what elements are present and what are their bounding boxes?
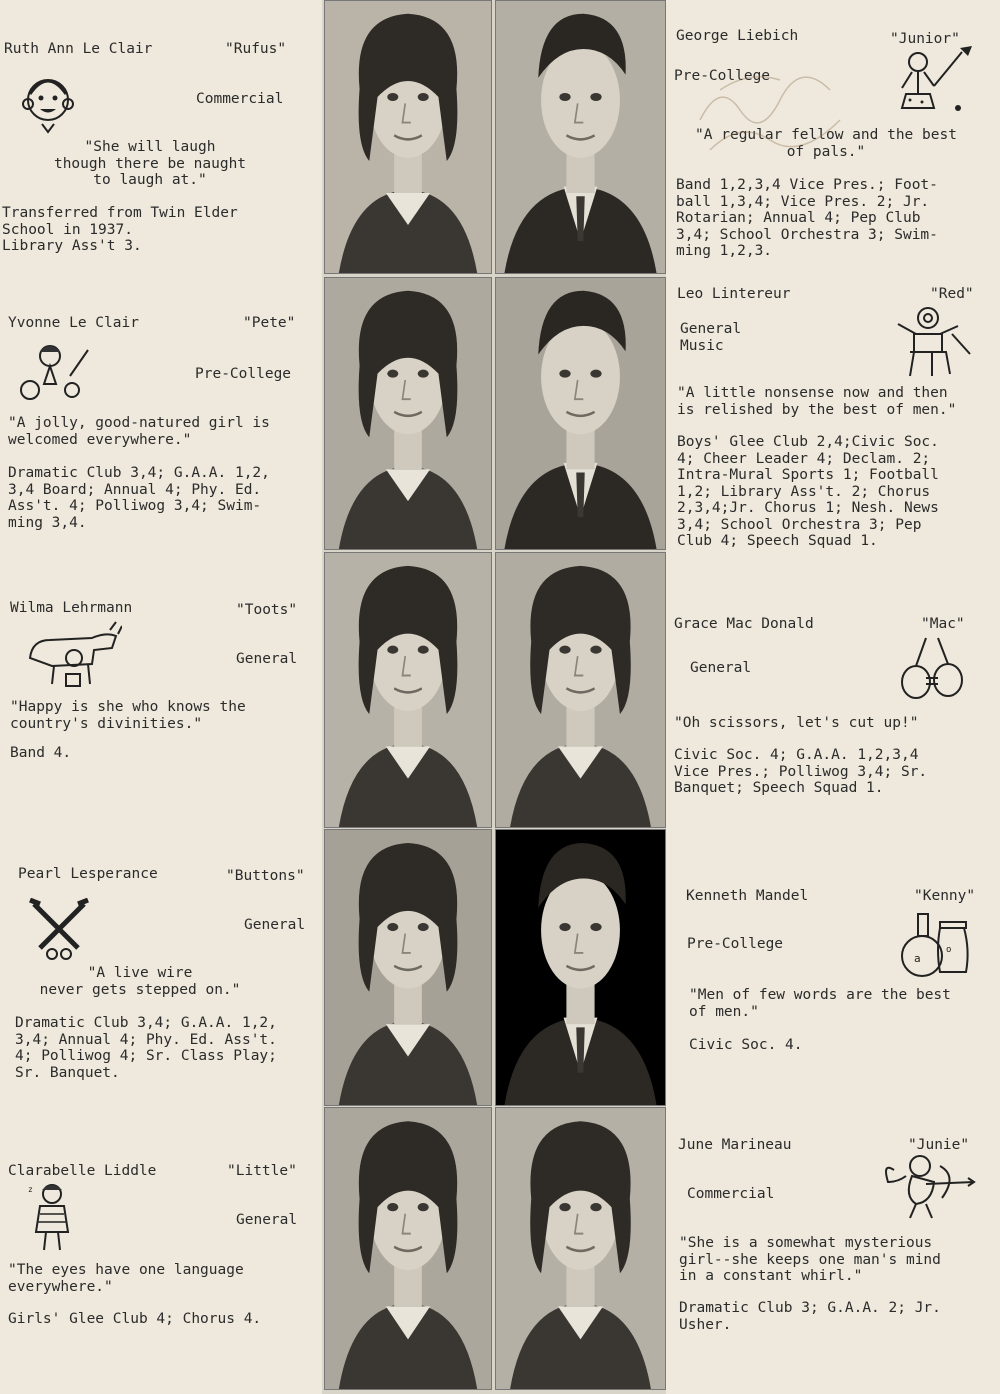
student-nickname: "Toots"	[236, 602, 298, 618]
portrait-photo	[495, 829, 666, 1106]
svg-text:o: o	[946, 945, 952, 955]
course: General Music	[680, 321, 742, 354]
svg-text:z: z	[28, 1185, 33, 1194]
portrait-photo	[324, 552, 492, 828]
student-name: Kenneth Mandel	[686, 888, 809, 904]
milking-cow-icon	[22, 618, 122, 690]
student-nickname: "Mac"	[921, 616, 965, 632]
student-name: Clarabelle Liddle	[8, 1163, 157, 1179]
student-nickname: "Rufus"	[225, 41, 287, 57]
activities: Civic Soc. 4; G.A.A. 1,2,3,4 Vice Pres.; Polliwog 3,4; Sr. Banquet; Speech Squad 1.	[674, 747, 928, 796]
portrait-photo	[324, 277, 492, 550]
activities: Girls' Glee Club 4; Chorus 4.	[8, 1311, 262, 1327]
course: Pre-College	[195, 366, 292, 382]
student-nickname: "Kenny"	[914, 888, 976, 904]
quote: "Happy is she who knows the country's divinities."	[10, 699, 246, 732]
activities: Boys' Glee Club 2,4;Civic Soc. 4; Cheer Leader 4; Declam. 2; Intra-Mural Sports 1; Football 1,2; Library Ass't. 2; Chorus 2,3,4;Jr. Chorus 1; Nesh. News 3,4; School Orchestra 3; Pep Club 4; Speech Squad 1.	[677, 434, 939, 549]
chemistry-flask-icon	[900, 910, 976, 984]
quote: "The eyes have one language everywhere."	[8, 1262, 244, 1295]
student-name: Pearl Lesperance	[18, 866, 158, 882]
activities: Dramatic Club 3,4; G.A.A. 1,2, 3,4; Annual 4; Phy. Ed. Ass't. 4; Polliwog 4; Sr. Class Play; Sr. Banquet.	[15, 1015, 277, 1081]
student-name: Wilma Lehrmann	[10, 600, 133, 616]
student-name: June Marineau	[678, 1137, 792, 1153]
student-name: Leo Lintereur	[677, 286, 791, 302]
student-nickname: "Pete"	[243, 315, 296, 331]
student-nickname: "Buttons"	[226, 868, 305, 884]
girl-face-icon	[18, 64, 78, 136]
portrait-photo	[324, 0, 492, 274]
quote: "Men of few words are the best of men."	[689, 987, 951, 1020]
hockey-sticks-icon	[28, 898, 90, 962]
portrait-photo	[495, 552, 666, 828]
activities: Dramatic Club 3,4; G.A.A. 1,2, 3,4 Board; Annual 4; Phy. Ed. Ass't. 4; Polliwog 3,4; Swim- ming 3,4.	[8, 465, 270, 531]
quote: "She will laugh though there be naught to laugh at."	[53, 139, 247, 188]
quote: "Oh scissors, let's cut up!"	[674, 715, 919, 731]
quote: "A live wire never gets stepped on."	[39, 965, 241, 998]
quote: "She is a somewhat mysterious girl--she keeps one man's mind in a constant whirl."	[679, 1235, 941, 1284]
student-name: Grace Mac Donald	[674, 616, 814, 632]
course: General	[690, 660, 752, 676]
course: Commercial	[196, 91, 284, 107]
student-name: George Liebich	[676, 28, 799, 44]
golfer-icon	[878, 42, 976, 118]
course: General	[236, 1212, 298, 1228]
course: General	[236, 651, 298, 667]
quote: "A little nonsense now and then is relished by the best of men."	[677, 385, 957, 418]
activities: Dramatic Club 3; G.A.A. 2; Jr. Usher.	[679, 1300, 941, 1333]
student-name: Ruth Ann Le Clair	[4, 41, 153, 57]
activities: Band 4.	[10, 745, 72, 761]
activities: Transferred from Twin Elder School in 1937. Library Ass't 3.	[2, 205, 238, 254]
musician-icon	[892, 304, 972, 380]
svg-text:a: a	[914, 952, 921, 965]
student-nickname: "Junior"	[890, 31, 960, 47]
activities: Civic Soc. 4.	[689, 1037, 803, 1053]
student-nickname: "Little"	[227, 1163, 297, 1179]
portrait-photo	[495, 1107, 666, 1390]
pencil-scribble	[690, 60, 860, 170]
portrait-photo	[495, 277, 666, 550]
course: Pre-College	[674, 68, 771, 84]
portrait-photo	[324, 829, 492, 1106]
portrait-photo	[324, 1107, 492, 1390]
student-nickname: "Red"	[930, 286, 974, 302]
student-name: Yvonne Le Clair	[8, 315, 139, 331]
student-nickname: "Junie"	[908, 1137, 970, 1153]
course: Pre-College	[687, 936, 784, 952]
quote: "A regular fellow and the best of pals."	[695, 127, 957, 160]
quote: "A jolly, good-natured girl is welcomed everywhere."	[8, 415, 270, 448]
course: General	[244, 917, 306, 933]
little-girl-icon	[26, 1180, 76, 1254]
cupid-icon	[880, 1152, 976, 1222]
portrait-photo	[495, 0, 666, 274]
activities: Band 1,2,3,4 Vice Pres.; Foot- ball 1,3,4; Vice Pres. 2; Jr. Rotarian; Annual 4; Pep Club 3,4; School Orchestra 3; Swim- ming 1,2,3.	[676, 177, 938, 259]
course: Commercial	[687, 1186, 775, 1202]
boxing-gloves-icon	[896, 636, 968, 706]
bowling-girl-icon	[10, 340, 92, 404]
